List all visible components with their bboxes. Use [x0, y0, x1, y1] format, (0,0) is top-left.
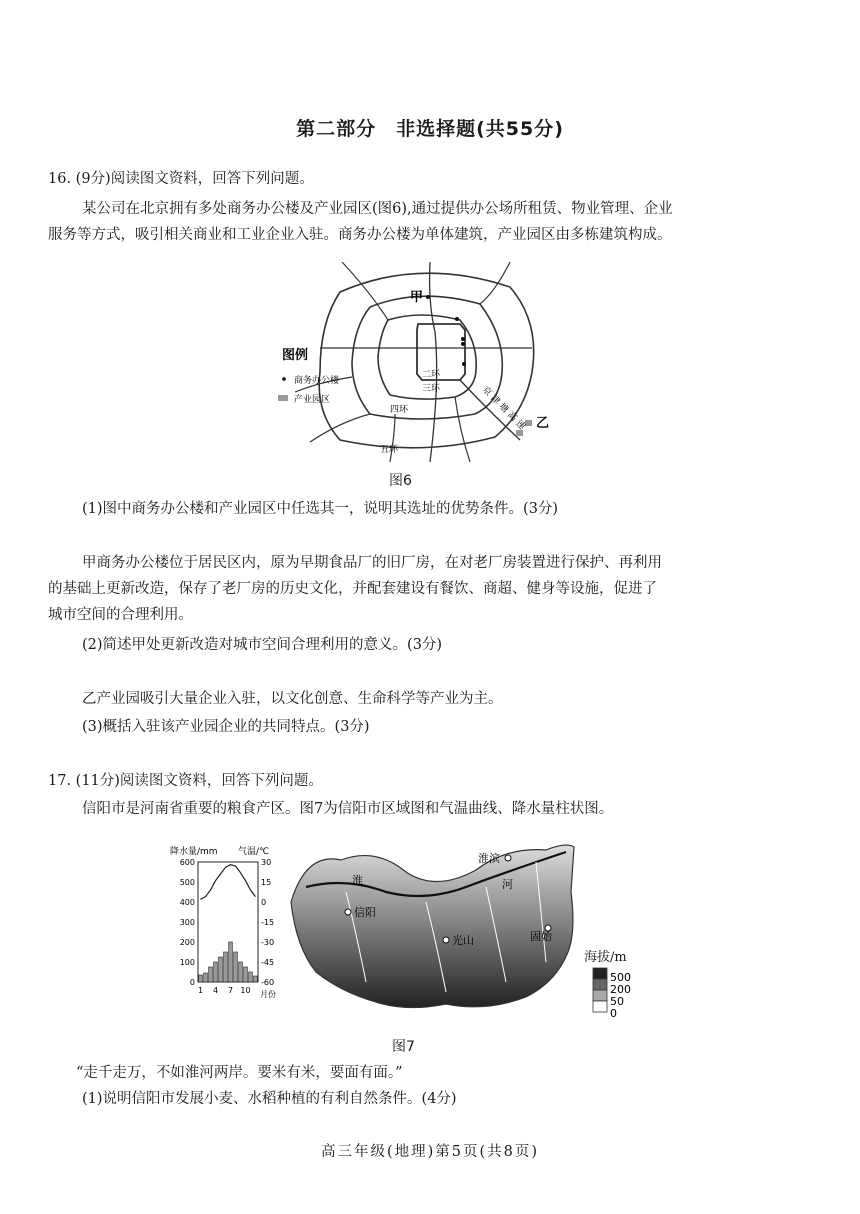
month-tick-label: 7: [227, 986, 234, 995]
month-tick-label: 1: [197, 986, 204, 995]
page-footer: 高三年级(地理)第5页(共8页): [320, 1144, 540, 1160]
figure7-caption: 图7: [392, 1039, 415, 1055]
precip-tick-label: 300: [179, 918, 195, 927]
q16-heading: 16. (9分)阅读图文资料，回答下列问题。: [48, 171, 314, 187]
temp-tick-label: 15: [261, 878, 272, 887]
q17-sub1: (1)说明信阳市发展小麦、水稻种植的有利自然条件。(4分): [82, 1091, 457, 1107]
temp-tick-label: -45: [261, 958, 275, 967]
office-building-marker: [455, 317, 459, 321]
elev-label-0: 0: [610, 1007, 617, 1020]
office-building-jia-marker: [426, 295, 430, 299]
q17-quote: “走千走万，不如淮河两岸。要米有米，要面有面。”: [76, 1065, 403, 1081]
q16-sub3: (3)概括入驻该产业园企业的共同特点。(3分): [82, 719, 370, 735]
precip-bar: [229, 942, 233, 982]
label-huai-river-1: 淮: [352, 874, 363, 887]
legend-park-icon: [278, 395, 288, 401]
road: [310, 414, 370, 442]
month-axis-label: 月份: [260, 990, 276, 999]
label-xinyang: 信阳: [354, 906, 376, 919]
q16-intro-line1: 某公司在北京拥有多处商务办公楼及产业园区(图6),通过提供办公场所租赁、物业管理、企业: [82, 201, 673, 217]
huaibin-city-marker: [505, 855, 511, 861]
month-tick-labels: [198, 986, 251, 995]
precip-bar: [244, 967, 248, 982]
office-building-marker: [461, 337, 465, 341]
q16-sub2: (2)简述甲处更新改造对城市空间合理利用的意义。(3分): [82, 637, 443, 653]
temp-axis-label: 气温/℃: [238, 847, 270, 857]
q16-sub1: (1)图中商务办公楼和产业园区中任选其一，说明其选址的优势条件。(3分): [82, 501, 559, 517]
elev-label-50: 50: [610, 995, 624, 1008]
north-south-road: [430, 262, 437, 462]
precip-tick-label: 100: [179, 958, 195, 967]
precip-tick-label: 200: [179, 938, 195, 947]
precip-bar: [199, 975, 203, 982]
temp-tick-labels: [261, 858, 274, 987]
precip-bar: [204, 973, 208, 982]
precip-bar: [249, 972, 253, 982]
precip-bar: [234, 952, 238, 982]
q17-heading: 17. (11分)阅读图文资料，回答下列问题。: [48, 773, 323, 789]
temp-tick-label: 30: [261, 858, 272, 867]
precip-tick-label: 600: [179, 858, 195, 867]
figure7-xinyang-map: [286, 832, 586, 1022]
q16-para-jia-line1: 甲商务办公楼位于居民区内，原为早期食品厂的旧厂房，在对老厂房装置进行保护、再利用: [82, 555, 662, 571]
q16-para-yi: 乙产业园吸引大量企业入驻，以文化创意、生命科学等产业为主。: [82, 691, 503, 707]
legend-office-label: 商务办公楼: [294, 376, 340, 386]
label-huaibin: 淮滨: [478, 852, 500, 865]
precip-bar: [239, 962, 243, 982]
label-expressway: 京 津 塘 高 速: [479, 385, 527, 433]
legend-office-icon: [282, 377, 286, 381]
part-title: 第二部分 非选择题(共55分): [296, 118, 564, 140]
figure6-beijing-map: [270, 262, 570, 462]
temp-tick-label: -15: [261, 918, 275, 927]
q16-intro-line2: 服务等方式，吸引相关商业和工业企业入驻。商务办公楼为单体建筑，产业园区由多栋建筑构成。: [48, 227, 672, 243]
chart-frame: [198, 862, 258, 982]
road: [455, 397, 470, 462]
label-yi: 乙: [536, 416, 550, 431]
temp-tick-label: 0: [261, 898, 267, 907]
label-jia: 甲: [410, 290, 424, 305]
label-ring2: 二环: [422, 370, 441, 380]
precip-bar: [254, 976, 258, 982]
q17-intro: 信阳市是河南省重要的粮食产区。图7为信阳市区域图和气温曲线、降水量柱状图。: [82, 801, 614, 817]
elev-label-500: 500: [610, 971, 631, 984]
label-gushi: 固始: [530, 930, 552, 943]
elev-swatch-500: [593, 968, 607, 979]
elev-label-200: 200: [610, 983, 631, 996]
label-ring4: 四环: [390, 405, 409, 415]
precip-tick-labels: [180, 858, 195, 987]
elev-swatch-0: [593, 1001, 607, 1012]
legend-park-label: 产业园区: [294, 395, 331, 405]
label-guangshan: 光山: [452, 934, 474, 947]
precip-bar: [219, 957, 223, 982]
office-building-marker: [462, 362, 466, 366]
xinyang-city-marker: [345, 909, 351, 915]
precip-bar: [209, 967, 213, 982]
elev-swatch-50: [593, 990, 607, 1001]
q16-para-jia-line2: 的基础上更新改造，保存了老厂房的历史文化，并配套建设有餐饮、商超、健身等设施，促进了: [48, 581, 657, 597]
temp-tick-label: -30: [261, 938, 275, 947]
month-tick-label: 4: [212, 986, 219, 995]
office-building-marker: [461, 342, 465, 346]
elev-swatch-200: [593, 979, 607, 990]
temp-tick-label: -60: [261, 978, 275, 987]
map-legend-title: 图例: [282, 348, 309, 363]
label-ring5: 五环: [380, 445, 399, 455]
label-huai-river-2: 河: [502, 878, 513, 891]
figure6-caption: 图6: [389, 473, 412, 489]
guangshan-city-marker: [443, 937, 449, 943]
label-ring3: 三环: [422, 384, 441, 394]
figure7-climate-chart: [166, 842, 286, 1002]
elevation-legend-title: 海拔/m: [584, 950, 627, 965]
temperature-curve: [201, 865, 256, 900]
precip-axis-label: 降水量/mm: [170, 847, 218, 857]
q16-para-jia-line3: 城市空间的合理利用。: [48, 607, 193, 623]
month-tick-label: 10: [240, 986, 251, 995]
elevation-legend: [592, 966, 642, 1026]
precip-bar: [224, 952, 228, 982]
road: [342, 262, 388, 320]
xinyang-region: [291, 845, 574, 1007]
precip-tick-label: 400: [179, 898, 195, 907]
precip-tick-label: 0: [189, 978, 195, 987]
precip-tick-label: 500: [179, 878, 195, 887]
precip-bars: [199, 942, 258, 982]
precip-bar: [214, 962, 218, 982]
